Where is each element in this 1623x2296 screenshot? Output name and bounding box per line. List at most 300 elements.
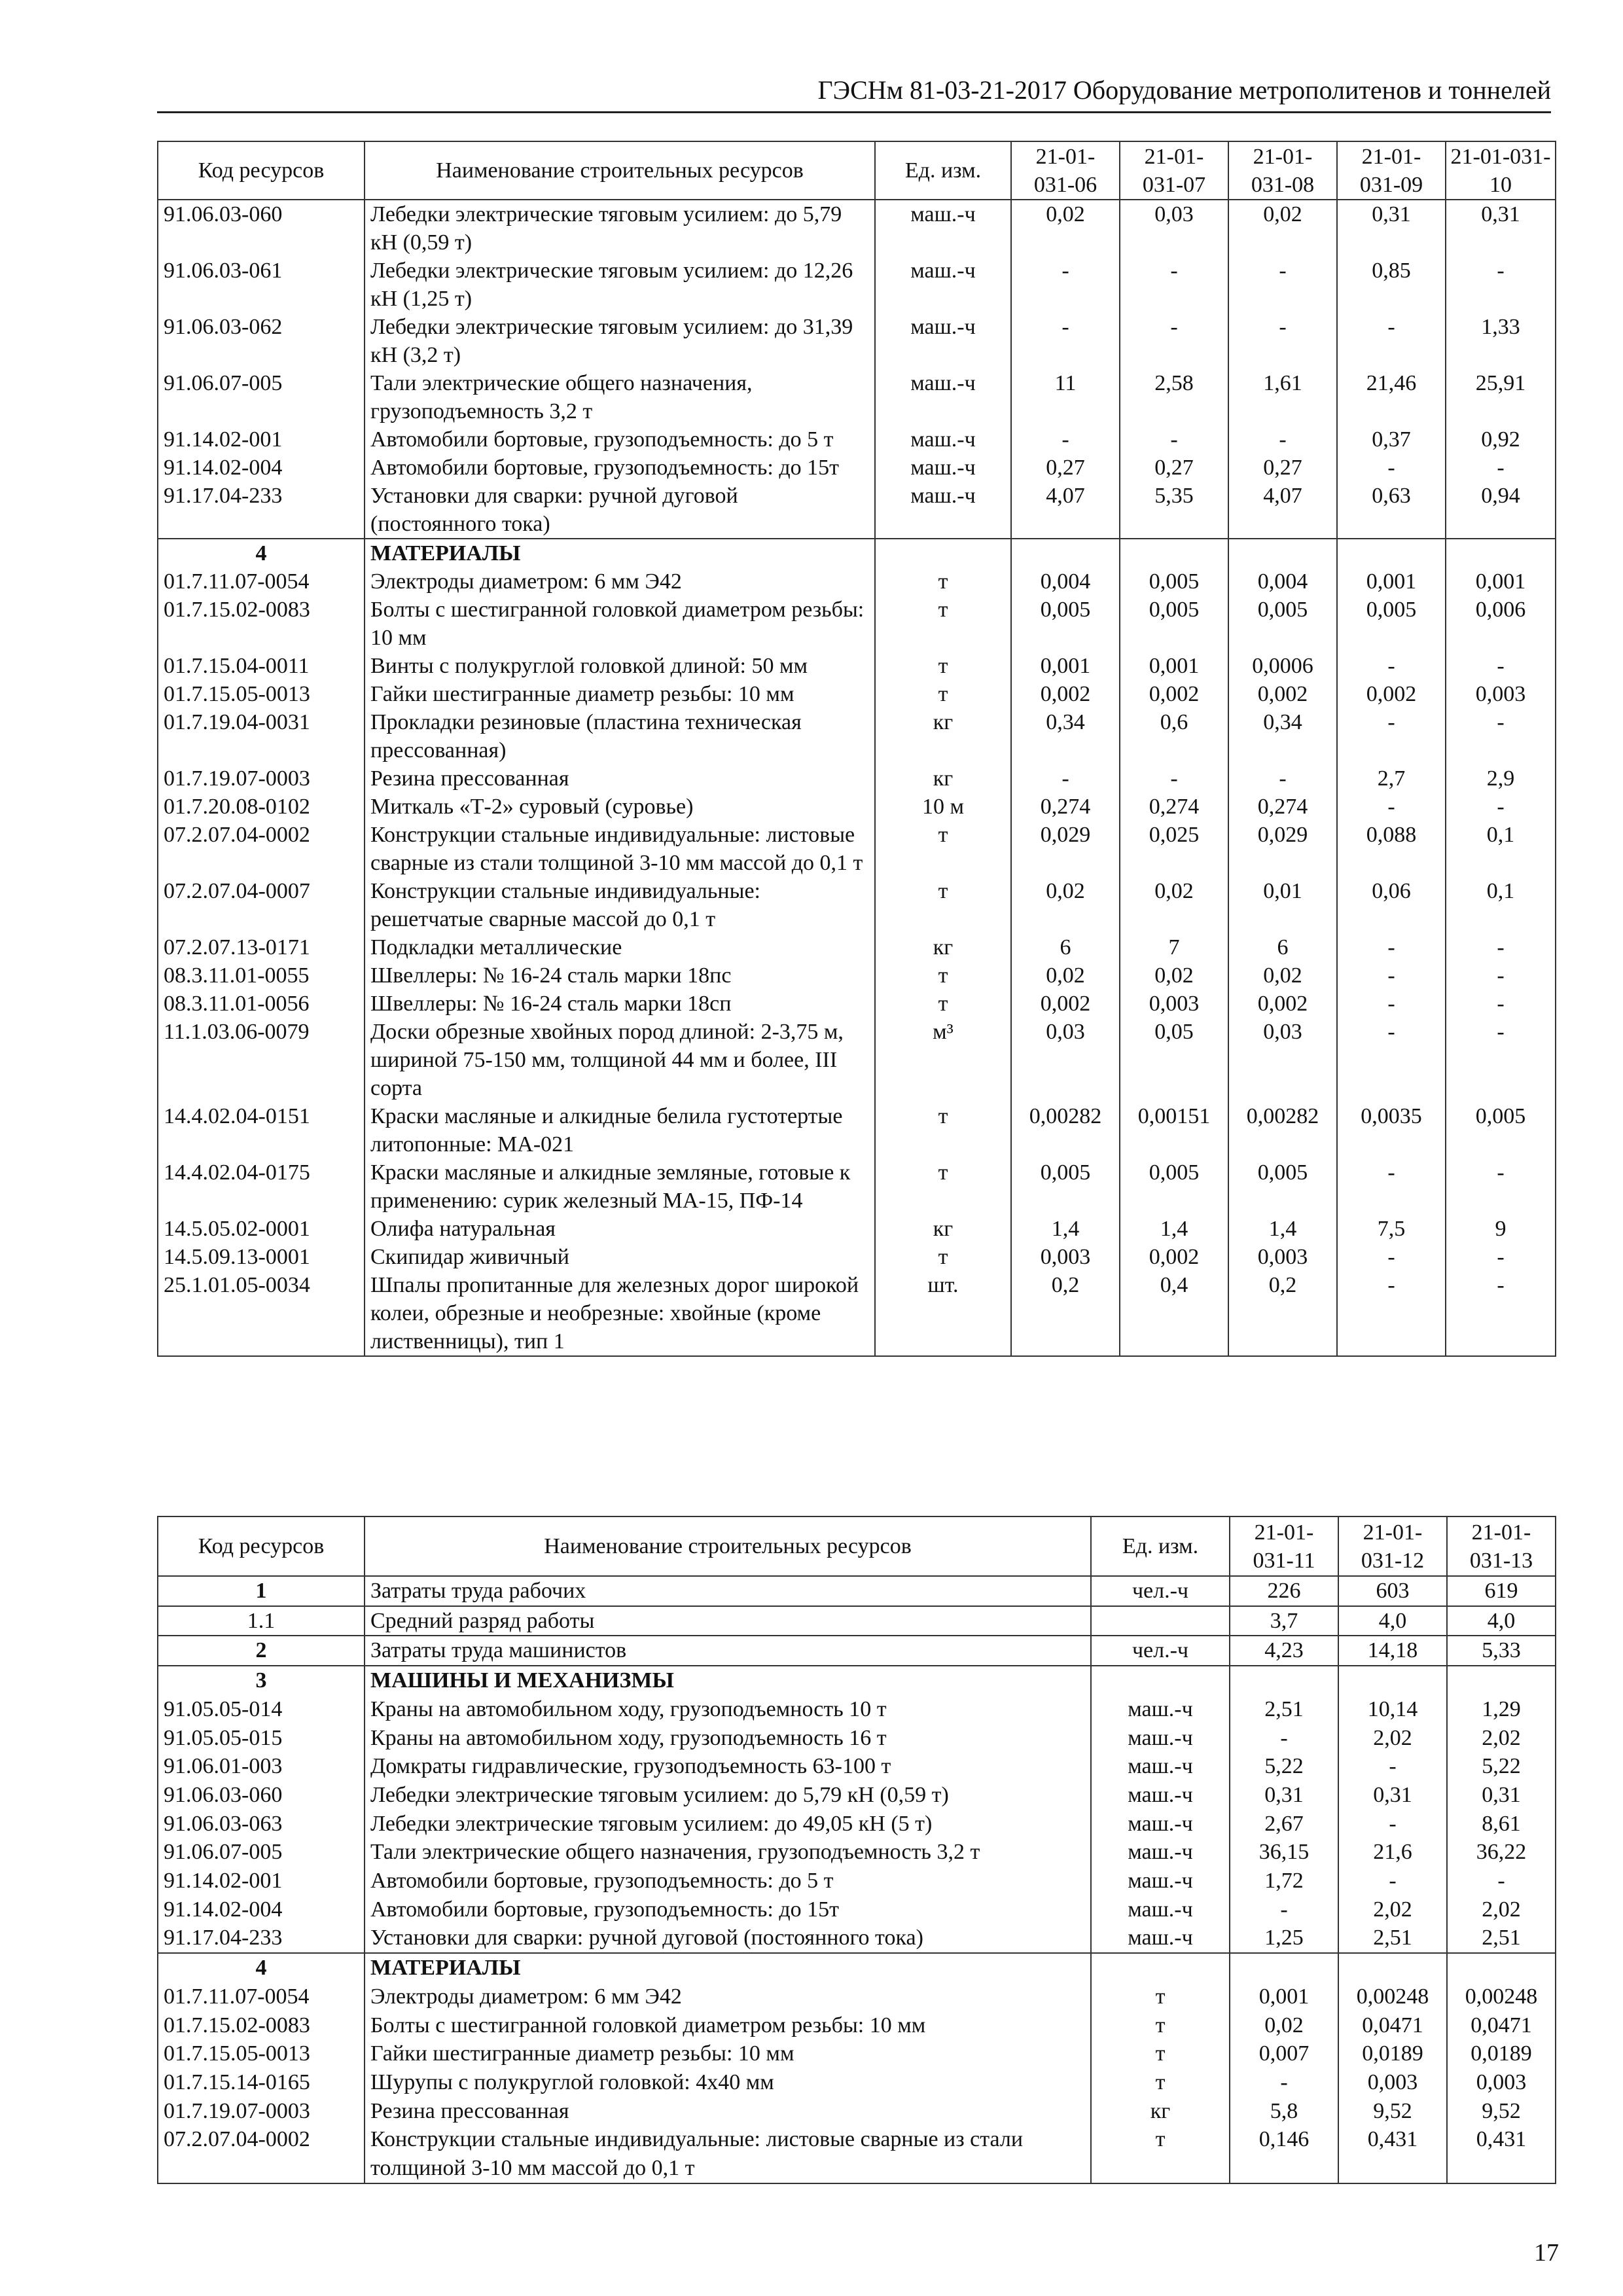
norm-value: 0,05 [1120,1018,1228,1102]
norm-value: - [1120,764,1228,793]
section-number: 1 [158,1576,365,1606]
resource-name: Лебедки электрические тяговым усилием: до 5,79 кН (0,59 т) [365,1781,1091,1810]
resource-name: Миткаль «Т-2» суровый (суровье) [365,793,875,821]
norm-value: 2,9 [1446,764,1556,793]
unit-of-measure: маш.-ч [1091,1867,1230,1895]
header-col-08: 21-01-031-08 [1228,141,1337,200]
section-title: МАТЕРИАЛЫ [365,1953,1091,1982]
header-unit: Ед. изм. [1091,1516,1230,1576]
unit-of-measure: т [875,821,1011,877]
norm-value: 0,03 [1120,200,1228,257]
unit-of-measure: маш.-ч [875,454,1011,482]
resource-code: 91.14.02-004 [158,454,365,482]
norm-value: 0,00282 [1011,1102,1120,1158]
norm-value: 0,27 [1011,454,1120,482]
norm-value: 5,22 [1230,1752,1338,1781]
resource-code: 91.17.04-233 [158,482,365,539]
norm-value: - [1446,652,1556,680]
norm-value: 0,1 [1446,821,1556,877]
norm-value: 4,0 [1338,1606,1447,1636]
norm-value: 11 [1011,369,1120,425]
unit-of-measure: т [875,1243,1011,1271]
resource-name: Электроды диаметром: 6 мм Э42 [365,1982,1091,2011]
norm-value: - [1446,1158,1556,1215]
resource-name: Швеллеры: № 16-24 сталь марки 18пс [365,961,875,990]
unit-of-measure: т [875,680,1011,708]
table-row [158,1781,1556,1810]
norm-value: 0,6 [1120,708,1228,764]
norm-value: - [1230,2068,1338,2097]
norm-value: - [1011,313,1120,369]
norm-value: 0,088 [1337,821,1446,877]
norm-value: 0,34 [1228,708,1337,764]
norm-value: - [1337,793,1446,821]
norm-value: 0,004 [1011,567,1120,596]
norm-value: - [1446,1018,1556,1102]
norm-value: 0,146 [1230,2125,1338,2183]
norm-value: 0,0471 [1338,2011,1447,2040]
norm-value: - [1337,961,1446,990]
unit-of-measure: м³ [875,1018,1011,1102]
resource-name: Подкладки металлические [365,933,875,961]
subsection-number: 1.1 [158,1606,365,1636]
norm-value: - [1446,933,1556,961]
norm-value: 0,0189 [1447,2039,1556,2068]
norm-value: 0,31 [1230,1781,1338,1810]
resource-code: 01.7.20.08-0102 [158,793,365,821]
norm-value: 6 [1228,933,1337,961]
unit-of-measure: маш.-ч [1091,1724,1230,1753]
norm-value: 0,002 [1228,990,1337,1018]
norm-value: 4,07 [1011,482,1120,539]
resource-code: 91.14.02-004 [158,1895,365,1924]
norm-value: 0,274 [1120,793,1228,821]
norm-value: 1,4 [1228,1215,1337,1243]
resource-name: Олифа натуральная [365,1215,875,1243]
header-name: Наименование строительных ресурсов [365,141,875,200]
norm-value: 8,61 [1447,1810,1556,1839]
norm-value: 0,002 [1011,680,1120,708]
norm-value: - [1338,1752,1447,1781]
header-col-10: 21-01-031-10 [1446,141,1556,200]
table-row [158,1243,1556,1271]
table-row [158,2039,1556,2068]
unit-of-measure: маш.-ч [1091,1752,1230,1781]
unit-of-measure: т [875,877,1011,933]
table-row [158,200,1556,257]
norm-value: 0,001 [1230,1982,1338,2011]
resource-code: 07.2.07.04-0007 [158,877,365,933]
norm-value: 4,23 [1230,1636,1338,1666]
norm-value: - [1228,764,1337,793]
table-row [158,369,1556,425]
table-row [158,257,1556,313]
norm-value: 0,003 [1446,680,1556,708]
norm-value: - [1446,257,1556,313]
resource-code: 01.7.19.07-0003 [158,2097,365,2126]
norm-value: 0,63 [1337,482,1446,539]
norm-value: - [1338,1810,1447,1839]
empty-cell [1338,1953,1447,1982]
unit-of-measure: маш.-ч [875,313,1011,369]
resource-code: 01.7.15.14-0165 [158,2068,365,2097]
norm-value: 1,29 [1447,1695,1556,1724]
empty-cell [1230,1666,1338,1695]
norm-value: 5,35 [1120,482,1228,539]
table-row [158,652,1556,680]
norm-value: - [1120,425,1228,454]
resource-code: 01.7.15.02-0083 [158,596,365,652]
header-code: Код ресурсов [158,141,365,200]
header-col-11: 21-01-031-11 [1230,1516,1338,1576]
norm-value: 2,51 [1338,1924,1447,1953]
header-col-12: 21-01-031-12 [1338,1516,1447,1576]
norm-value: - [1011,425,1120,454]
header-col-07: 21-01-031-07 [1120,141,1228,200]
resource-name: Прокладки резиновые (пластина техническая прессованная) [365,708,875,764]
unit-of-measure: т [1091,2125,1230,2183]
norm-value: 5,22 [1447,1752,1556,1781]
resource-code: 01.7.11.07-0054 [158,1982,365,2011]
resource-code: 91.06.03-062 [158,313,365,369]
norm-value: 0,94 [1446,482,1556,539]
resource-code: 91.14.02-001 [158,425,365,454]
resource-code: 08.3.11.01-0055 [158,961,365,990]
table-row [158,821,1556,877]
unit-of-measure: маш.-ч [1091,1695,1230,1724]
norm-value: 2,7 [1337,764,1446,793]
norm-value: 0,005 [1120,1158,1228,1215]
norm-value: - [1446,454,1556,482]
resource-code: 11.1.03.06-0079 [158,1018,365,1102]
unit-of-measure: маш.-ч [1091,1924,1230,1953]
norm-value: 4,07 [1228,482,1337,539]
norm-value: 0,00151 [1120,1102,1228,1158]
unit-of-measure: маш.-ч [875,482,1011,539]
unit-of-measure: маш.-ч [1091,1838,1230,1867]
resource-name: Швеллеры: № 16-24 сталь марки 18сп [365,990,875,1018]
norm-value: 0,004 [1228,567,1337,596]
norm-value: 0,27 [1120,454,1228,482]
norm-value: - [1446,1243,1556,1271]
norm-value: 0,1 [1446,877,1556,933]
norm-value: 0,37 [1337,425,1446,454]
norm-value: 0,003 [1338,2068,1447,2097]
norm-value: 0,0006 [1228,652,1337,680]
section-number: 4 [158,539,365,567]
norm-value: 0,001 [1120,652,1228,680]
table-row [158,2097,1556,2126]
header-col-09: 21-01-031-09 [1337,141,1446,200]
section-number: 4 [158,1953,365,1982]
resource-code: 91.06.03-061 [158,257,365,313]
resource-name: Лебедки электрические тяговым усилием: до 5,79 кН (0,59 т) [365,200,875,257]
resource-code: 01.7.11.07-0054 [158,567,365,596]
resource-name: Домкраты гидравлические, грузоподъемность 63-100 т [365,1752,1091,1781]
resource-name: Конструкции стальные индивидуальные: листовые сварные из стали толщиной 3-10 мм массой до 0,1 т [365,821,875,877]
norm-value: - [1337,454,1446,482]
norm-value: 0,34 [1011,708,1120,764]
unit-of-measure: т [875,961,1011,990]
resource-code: 25.1.01.05-0034 [158,1271,365,1356]
empty-cell [1091,1953,1230,1982]
resource-name: Конструкции стальные индивидуальные: решетчатые сварные массой до 0,1 т [365,877,875,933]
resource-code: 91.06.07-005 [158,369,365,425]
table-row [158,313,1556,369]
table-row [158,1810,1556,1839]
empty-cell [1446,539,1556,567]
unit-of-measure: т [875,567,1011,596]
resource-name: Доски обрезные хвойных пород длиной: 2-3,75 м, шириной 75-150 мм, толщиной 44 мм и более, III сорта [365,1018,875,1102]
resource-code: 91.05.05-014 [158,1695,365,1724]
norm-value: - [1446,708,1556,764]
table-row [158,1158,1556,1215]
resource-name: Лебедки электрические тяговым усилием: до 31,39 кН (3,2 т) [365,313,875,369]
table-row [158,482,1556,539]
resource-code: 01.7.19.07-0003 [158,764,365,793]
norm-value: 0,005 [1446,1102,1556,1158]
norm-value: - [1337,1018,1446,1102]
unit-of-measure: кг [875,708,1011,764]
norm-value: 0,005 [1011,1158,1120,1215]
empty-cell [1447,1666,1556,1695]
header-col-13: 21-01-031-13 [1447,1516,1556,1576]
unit-of-measure: чел.-ч [1091,1636,1230,1666]
table-row [158,933,1556,961]
table-row [158,1752,1556,1781]
empty-cell [1228,539,1337,567]
norm-value: 0,02 [1228,961,1337,990]
resource-name: Скипидар живичный [365,1243,875,1271]
resource-code: 07.2.07.04-0002 [158,821,365,877]
norm-value: 0,274 [1011,793,1120,821]
unit-of-measure: кг [875,933,1011,961]
unit-of-measure: кг [875,764,1011,793]
norm-value: 2,67 [1230,1810,1338,1839]
norm-value: 0,02 [1120,961,1228,990]
resource-name: Автомобили бортовые, грузоподъемность: до 5 т [365,1867,1091,1895]
norm-value: 0,029 [1011,821,1120,877]
norm-value: 0,31 [1338,1781,1447,1810]
unit-of-measure: т [1091,2039,1230,2068]
norm-value: 5,8 [1230,2097,1338,2126]
resource-name: Автомобили бортовые, грузоподъемность: до 15т [365,454,875,482]
unit-of-measure: т [875,990,1011,1018]
norm-value: 0,4 [1120,1271,1228,1356]
resource-name: Затраты труда машинистов [365,1636,1091,1666]
empty-cell [875,539,1011,567]
unit-of-measure: т [875,1102,1011,1158]
resource-name: Резина прессованная [365,2097,1091,2126]
norm-value: 0,274 [1228,793,1337,821]
norm-value: 0,007 [1230,2039,1338,2068]
norm-value: 9,52 [1338,2097,1447,2126]
resource-name: Автомобили бортовые, грузоподъемность: до 5 т [365,425,875,454]
norm-value: 2,58 [1120,369,1228,425]
header-unit: Ед. изм. [875,141,1011,200]
empty-cell [1338,1666,1447,1695]
norm-value: 0,001 [1446,567,1556,596]
unit-of-measure: шт. [875,1271,1011,1356]
unit-of-measure: маш.-ч [875,257,1011,313]
norm-value: 0,005 [1228,596,1337,652]
section-title: МАШИНЫ И МЕХАНИЗМЫ [365,1666,1091,1695]
norm-value: 0,2 [1228,1271,1337,1356]
resource-code: 14.4.02.04-0151 [158,1102,365,1158]
norm-value: 21,6 [1338,1838,1447,1867]
table-row [158,1576,1556,1606]
resource-code: 14.5.05.02-0001 [158,1215,365,1243]
norm-value: 0,00282 [1228,1102,1337,1158]
norm-value: 0,003 [1228,1243,1337,1271]
resource-name: Установки для сварки: ручной дуговой (постоянного тока) [365,1924,1091,1953]
norm-value: 2,02 [1338,1724,1447,1753]
empty-cell [1230,1953,1338,1982]
table-row [158,539,1556,567]
section-number: 3 [158,1666,365,1695]
table-row [158,1924,1556,1953]
page-number: 17 [1534,2239,1559,2267]
table-row [158,1895,1556,1924]
resource-name: Болты с шестигранной головкой диаметром резьбы: 10 мм [365,2011,1091,2040]
resource-name: Краны на автомобильном ходу, грузоподъемность 10 т [365,1695,1091,1724]
norm-value: - [1228,313,1337,369]
table-row [158,877,1556,933]
unit-of-measure: т [875,652,1011,680]
resource-code: 91.05.05-015 [158,1724,365,1753]
unit-of-measure: т [1091,2068,1230,2097]
resource-name: Установки для сварки: ручной дуговой (постоянного тока) [365,482,875,539]
running-header [157,73,1551,113]
resource-name: Электроды диаметром: 6 мм Э42 [365,567,875,596]
table-1-body [158,200,1556,1356]
empty-cell [1337,539,1446,567]
norm-value: 0,002 [1011,990,1120,1018]
empty-cell [1120,539,1228,567]
resource-name: Краски масляные и алкидные земляные, готовые к применению: сурик железный МА-15, ПФ-14 [365,1158,875,1215]
norm-value: 2,02 [1338,1895,1447,1924]
norm-value: 0,005 [1228,1158,1337,1215]
table-row [158,596,1556,652]
norm-value: 0,06 [1337,877,1446,933]
unit-of-measure: маш.-ч [1091,1895,1230,1924]
table-row [158,1271,1556,1356]
resource-name: Болты с шестигранной головкой диаметром резьбы: 10 мм [365,596,875,652]
unit-of-measure: маш.-ч [1091,1810,1230,1839]
resources-table-2 [157,1516,1556,2184]
norm-value: 0,2 [1011,1271,1120,1356]
resource-code: 91.06.03-060 [158,200,365,257]
norm-value: 0,002 [1120,1243,1228,1271]
norm-value: 36,15 [1230,1838,1338,1867]
norm-value: - [1337,652,1446,680]
norm-value: 0,003 [1011,1243,1120,1271]
table-row [158,1215,1556,1243]
norm-value: 10,14 [1338,1695,1447,1724]
table-row [158,1953,1556,1982]
table-row [158,1102,1556,1158]
norm-value: - [1337,313,1446,369]
norm-value: - [1446,1271,1556,1356]
norm-value: 0,029 [1228,821,1337,877]
unit-of-measure: кг [1091,2097,1230,2126]
empty-cell [1091,1666,1230,1695]
norm-value: 0,00248 [1338,1982,1447,2011]
norm-value: 0,31 [1447,1781,1556,1810]
table-row [158,2068,1556,2097]
unit-of-measure: т [875,1158,1011,1215]
norm-value: - [1011,257,1120,313]
resource-code: 91.06.03-060 [158,1781,365,1810]
resource-name: Тали электрические общего назначения, грузоподъемность 3,2 т [365,369,875,425]
norm-value: 0,003 [1447,2068,1556,2097]
table-row [158,1666,1556,1695]
header-col-06: 21-01-031-06 [1011,141,1120,200]
resource-code: 91.06.01-003 [158,1752,365,1781]
resource-code: 01.7.15.05-0013 [158,680,365,708]
norm-value: - [1447,1867,1556,1895]
resource-code: 91.17.04-233 [158,1924,365,1953]
norm-value: 0,31 [1446,200,1556,257]
norm-value: 0,0035 [1337,1102,1446,1158]
norm-value: 0,03 [1228,1018,1337,1102]
resource-name: Лебедки электрические тяговым усилием: до 49,05 кН (5 т) [365,1810,1091,1839]
norm-value: 0,27 [1228,454,1337,482]
norm-value: 0,92 [1446,425,1556,454]
norm-value: 0,0189 [1338,2039,1447,2068]
norm-value: 603 [1338,1576,1447,1606]
resource-name: Краны на автомобильном ходу, грузоподъемность 16 т [365,1724,1091,1753]
norm-value: 21,46 [1337,369,1446,425]
norm-value: 0,431 [1447,2125,1556,2183]
norm-value: 1,33 [1446,313,1556,369]
unit-of-measure: маш.-ч [1091,1781,1230,1810]
table-row [158,764,1556,793]
resource-name: Краски масляные и алкидные белила густотертые литопонные: МА-021 [365,1102,875,1158]
norm-value: 0,02 [1011,961,1120,990]
resource-name: Тали электрические общего назначения, грузоподъемность 3,2 т [365,1838,1091,1867]
norm-value: 0,006 [1446,596,1556,652]
norm-value: - [1230,1724,1338,1753]
norm-value: 0,005 [1011,596,1120,652]
unit-of-measure: маш.-ч [875,200,1011,257]
resource-code: 01.7.15.05-0013 [158,2039,365,2068]
table-row [158,793,1556,821]
empty-cell [1011,539,1120,567]
norm-value: 2,51 [1447,1924,1556,1953]
norm-value: - [1446,961,1556,990]
resource-name: Гайки шестигранные диаметр резьбы: 10 мм [365,2039,1091,2068]
norm-value: - [1120,313,1228,369]
unit-of-measure: 10 м [875,793,1011,821]
table-row [158,1018,1556,1102]
norm-value: 0,00248 [1447,1982,1556,2011]
norm-value: 0,005 [1337,596,1446,652]
norm-value: 5,33 [1447,1636,1556,1666]
norm-value: 14,18 [1338,1636,1447,1666]
norm-value: 3,7 [1230,1606,1338,1636]
norm-value: - [1228,425,1337,454]
resource-name: Винты с полукруглой головкой длиной: 50 мм [365,652,875,680]
unit-of-measure: т [875,596,1011,652]
norm-value: 0,001 [1011,652,1120,680]
unit-of-measure: т [1091,2011,1230,2040]
norm-value: 2,51 [1230,1695,1338,1724]
header-code: Код ресурсов [158,1516,365,1576]
resource-name: Конструкции стальные индивидуальные: листовые сварные из стали толщиной 3-10 мм массой до 0,1 т [365,2125,1091,2183]
section-title: МАТЕРИАЛЫ [365,539,875,567]
norm-value: 9 [1446,1215,1556,1243]
